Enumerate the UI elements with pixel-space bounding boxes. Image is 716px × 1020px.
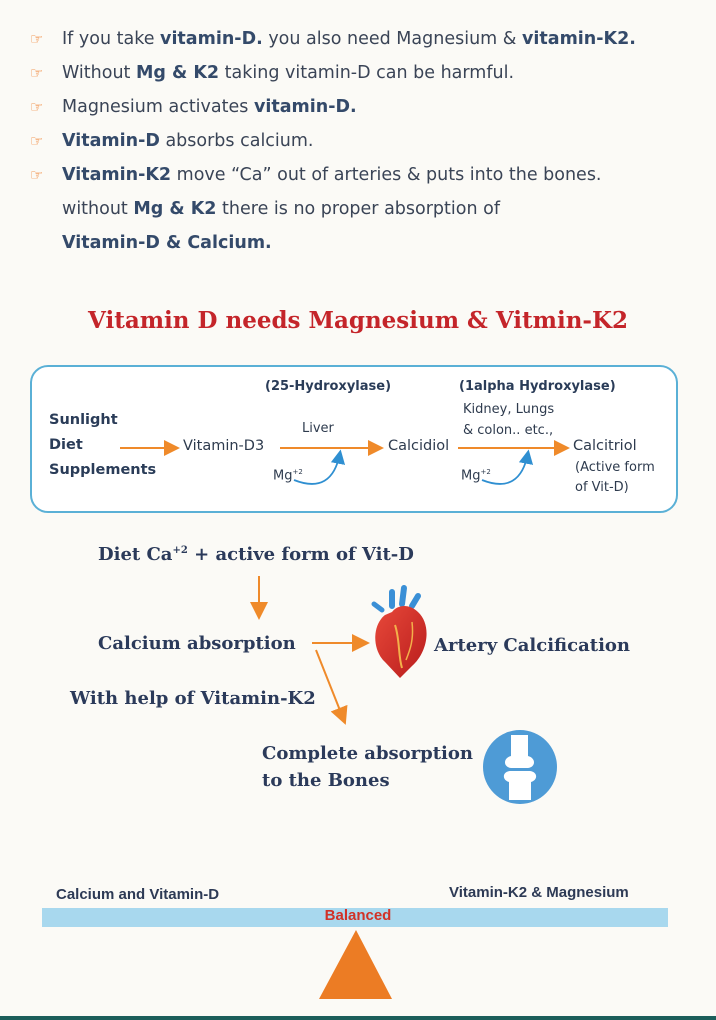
source-diet: Diet (49, 437, 83, 453)
arrow-absorption-to-bones (316, 650, 345, 723)
mg-label-2: $Mg^{+2}$ (461, 468, 491, 484)
active-form-line-1: (Active form (575, 460, 655, 475)
bullet-item (30, 90, 700, 124)
bullet-text: taking vitamin-D can be harmful. (219, 63, 515, 83)
bullet-item (30, 56, 700, 90)
bullet-continuation (30, 192, 700, 226)
bullet-item (30, 22, 700, 56)
balance-right-label: Vitamin-K2 & Magnesium (449, 884, 629, 901)
balanced-label: Balanced (324, 907, 392, 924)
bullet-text: Mg & K2 (135, 63, 220, 83)
enzyme-25-hydroxylase: (25-Hydroxylase) (265, 379, 392, 394)
enzyme-1alpha-hydroxylase: (1alpha Hydroxylase) (459, 379, 616, 394)
bullet-text: vitamin-D. (253, 97, 357, 117)
bone-joint-icon (483, 730, 557, 804)
pointing-hand-icon: ☞ (30, 166, 44, 184)
bullet-text: you also need Magnesium & (262, 29, 522, 49)
vitamin-k2-help-label: With help of Vitamin-K2 (70, 688, 316, 709)
bullet-text: Magnesium activates (62, 97, 254, 117)
vitamin-d-pathway-box (30, 365, 678, 513)
bullet-text: vitamin-K2. (521, 29, 636, 49)
bullet-text: Vitamin-D & Calcium. (62, 233, 272, 253)
bullet-continuation (30, 226, 700, 260)
bullet-text: Vitamin-K2 (62, 165, 172, 185)
bullet-text: Vitamin-D (62, 131, 160, 151)
pointing-hand-icon: ☞ (30, 30, 44, 48)
bottom-rule (0, 1016, 716, 1020)
liver-label: Liver (302, 421, 334, 436)
bullet-text: absorbs calcium. (159, 131, 314, 151)
bullet-text: Without (62, 63, 136, 83)
bullet-text: Mg & K2 (133, 199, 217, 219)
bullet-text: without (62, 199, 134, 219)
diet-calcium-label: Diet $Ca^{+2}$ + active form of Vit-D (98, 544, 414, 565)
complete-absorption-line-2: to the Bones (262, 770, 390, 791)
organs-line-1: Kidney, Lungs (463, 402, 555, 417)
pointing-hand-icon: ☞ (30, 98, 44, 116)
active-form-line-2: of Vit-D) (575, 480, 629, 495)
pointing-hand-icon: ☞ (30, 64, 44, 82)
bullet-item (30, 158, 700, 192)
calcidiol-label: Calcidiol (388, 438, 450, 454)
artery-calcification-label: Artery Calcification (434, 635, 631, 656)
organs-line-2: & colon.. etc., (463, 423, 554, 438)
calcitriol-label: Calcitriol (573, 438, 637, 454)
source-supplements: Supplements (49, 462, 157, 478)
bullet-text: there is no proper absorption of (216, 199, 500, 219)
bullet-text: vitamin-D. (160, 29, 263, 49)
bullet-list (30, 22, 700, 260)
pointing-hand-icon: ☞ (30, 132, 44, 150)
diagram-title: Vitamin D needs Magnesium & Vitmin-K2 (88, 307, 628, 334)
balance-left-label: Calcium and Vitamin-D (56, 886, 220, 903)
complete-absorption-line-1: Complete absorption (262, 743, 473, 764)
bullet-item (30, 124, 700, 158)
bullet-text: If you take (62, 29, 161, 49)
fulcrum-triangle (319, 930, 392, 999)
mg-label-1: $Mg^{+2}$ (273, 468, 303, 484)
vitamin-d3-label: Vitamin-D3 (183, 438, 265, 454)
source-sunlight: Sunlight (49, 412, 118, 428)
calcium-absorption-label: Calcium absorption (98, 633, 296, 654)
heart-icon (374, 588, 427, 678)
bullet-text: move “Ca” out of arteries & puts into the bones. (171, 165, 602, 185)
